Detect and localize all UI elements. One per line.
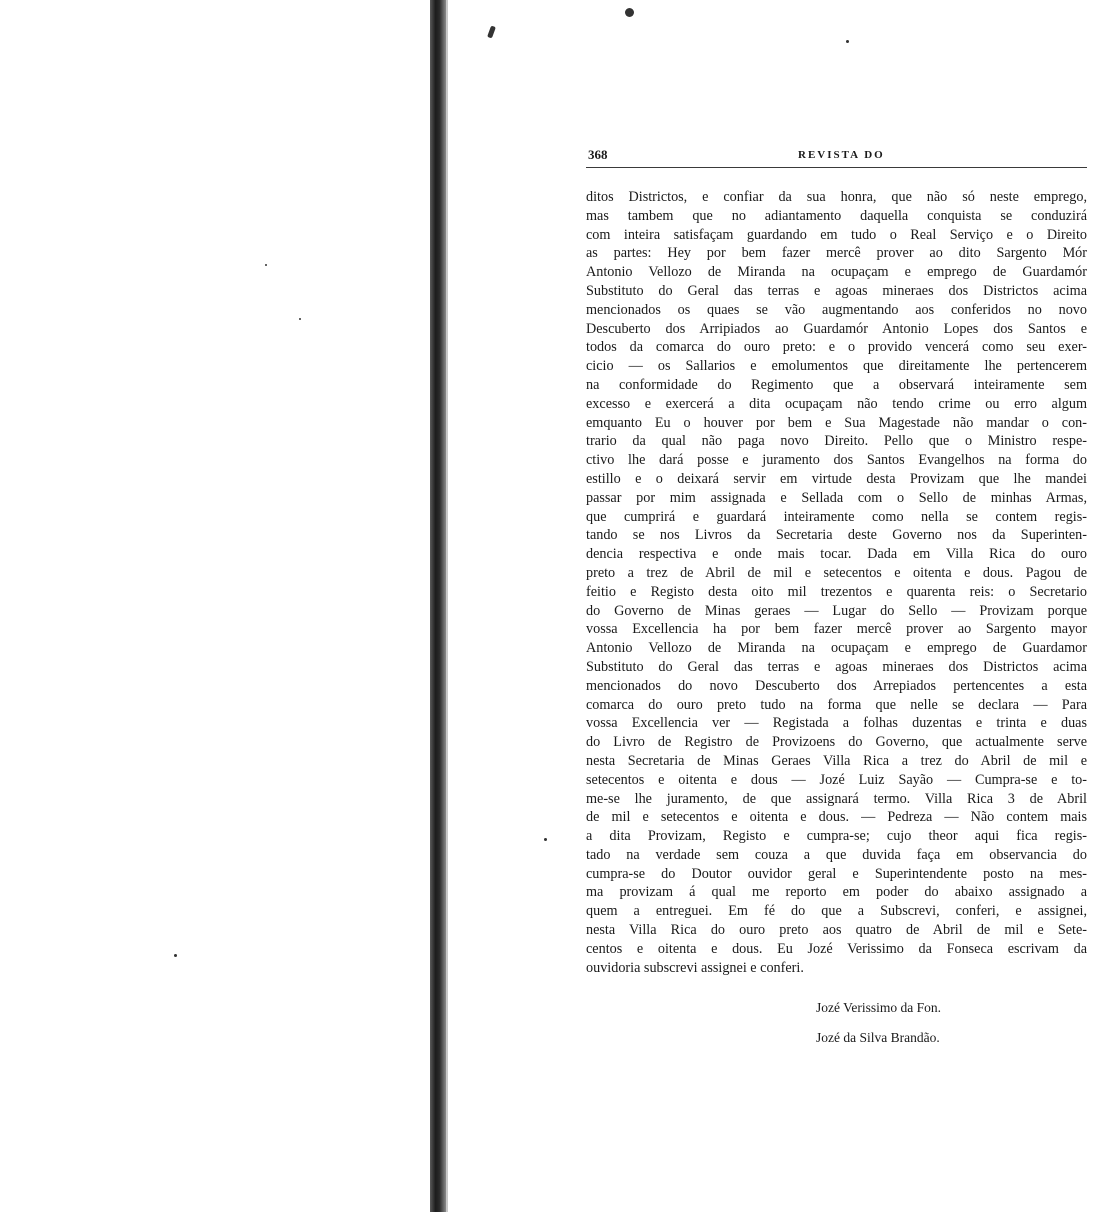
body-line: nesta Villa Rica do ouro preto aos quatro de Abril de mil e Sete- bbox=[586, 922, 1087, 939]
scan-speck bbox=[174, 954, 177, 957]
book-page bbox=[586, 145, 1087, 1053]
body-line: Antonio Vellozo de Miranda na ocupaçam e emprego de Guardamór bbox=[586, 264, 1087, 281]
body-line: as partes: Hey por bem fazer mercê prover ao dito Sargento Mór bbox=[586, 245, 1087, 262]
body-line: mencionados os quaes se vão augmentando aos conferidos no novo bbox=[586, 301, 1087, 318]
body-line: com inteira satisfaçam guardando em tudo o Real Serviço e o Direito bbox=[586, 226, 1087, 243]
running-head bbox=[586, 145, 1087, 168]
body-line: setecentos e oitenta e dous — Jozé Luiz Sayão — Cumpra-se e to- bbox=[586, 771, 1087, 788]
body-line: excesso e exercerá a dita ocupaçam não tendo crime ou erro algum bbox=[586, 395, 1087, 412]
scan-speck bbox=[487, 26, 496, 39]
body-line: trario da qual não paga novo Direito. Pello que o Ministro respe- bbox=[586, 433, 1087, 450]
body-line: quem a entreguei. Em fé do que a Subscrevi, conferi, e assignei, bbox=[586, 903, 1087, 920]
body-line: ctivo lhe dará posse e juramento dos Santos Evangelhos na forma do bbox=[586, 452, 1087, 469]
body-line: comarca do ouro preto tudo na forma que nelle se declara — Para bbox=[586, 696, 1087, 713]
body-line: emquanto Eu o houver por bem e Sua Magestade não mandar o con- bbox=[586, 414, 1087, 431]
running-title: REVISTA DO bbox=[798, 149, 885, 161]
body-line: centos e oitenta e dous. Eu Jozé Verissimo da Fonseca escrivam da bbox=[586, 940, 1087, 957]
scan-speck bbox=[544, 838, 547, 841]
body-line: ma provizam á qual me reporto em poder do abaixo assignado a bbox=[586, 884, 1087, 901]
body-line: passar por mim assignada e Sellada com o Sello de minhas Armas, bbox=[586, 489, 1087, 506]
body-line: tando se nos Livros da Secretaria deste Governo nos da Superinten- bbox=[586, 527, 1087, 544]
body-line: do Governo de Minas geraes — Lugar do Sello — Provizam porque bbox=[586, 602, 1087, 619]
body-line: ouvidoria subscrevi assignei e conferi. bbox=[586, 959, 804, 976]
body-line: preto a trez de Abril de mil e setecentos e oitenta e dous. Pagou de bbox=[586, 564, 1087, 581]
scan-speck bbox=[265, 264, 267, 266]
body-line: vossa Excellencia ha por bem fazer mercê prover ao Sargento mayor bbox=[586, 621, 1087, 638]
body-line: dencia respectiva e onde mais tocar. Dada em Villa Rica do ouro bbox=[586, 546, 1087, 563]
body-line: Substituto do Geral das terras e agoas mineraes dos Districtos acima bbox=[586, 282, 1087, 299]
body-line: mas tambem que no adiantamento daquella conquista se conduzirá bbox=[586, 207, 1087, 224]
body-line: na conformidade do Regimento que a observará inteiramente sem bbox=[586, 376, 1087, 393]
page-number: 368 bbox=[588, 147, 608, 162]
scan-speck bbox=[846, 40, 849, 43]
body-line: feitio e Registo desta oito mil trezentos e quarenta reis: o Secretario bbox=[586, 583, 1087, 600]
body-line: ditos Districtos, e confiar da sua honra, que não só neste emprego, bbox=[586, 189, 1087, 205]
body-text bbox=[586, 188, 1087, 977]
body-line: tado na verdade sem couza a que duvida faça em observancia do bbox=[586, 846, 1087, 863]
body-line: Substituto do Geral das terras e agoas mineraes dos Districtos acima bbox=[586, 658, 1087, 675]
body-line: que cumprirá e guardará inteiramente como nella se contem regis- bbox=[586, 508, 1087, 525]
body-line: nesta Secretaria de Minas Geraes Villa Rica a trez do Abril de mil e bbox=[586, 752, 1087, 769]
scan-speck bbox=[625, 8, 634, 17]
body-line: vossa Excellencia ver — Registada a folhas duzentas e trinta e duas bbox=[586, 715, 1087, 732]
body-line: cicio — os Sallarios e emolumentos que direitamente lhe pertencerem bbox=[586, 358, 1087, 375]
signature-brandao: Jozé da Silva Brandão. bbox=[816, 1030, 940, 1046]
body-line: me-se lhe juramento, de que assignará termo. Villa Rica 3 de Abril bbox=[586, 790, 1087, 807]
signature-verissimo: Jozé Verissimo da Fon. bbox=[816, 1000, 941, 1016]
body-line: de mil e setecentos e oitenta e dous. — Pedreza — Não contem mais bbox=[586, 809, 1087, 826]
body-line: a dita Provizam, Registo e cumpra-se; cujo theor aqui fica regis- bbox=[586, 828, 1087, 845]
body-line: estillo e o deixará servir em virtude desta Provizam que lhe mandei bbox=[586, 470, 1087, 487]
signature-block bbox=[586, 993, 1087, 1053]
body-line: Antonio Vellozo de Miranda na ocupaçam e emprego de Guardamor bbox=[586, 640, 1087, 657]
scan-speck bbox=[299, 318, 301, 320]
body-line: Descuberto dos Arripiados ao Guardamór Antonio Lopes dos Santos e bbox=[586, 320, 1087, 337]
body-line: cumpra-se do Doutor ouvidor geral e Superintendente posto na mes- bbox=[586, 865, 1087, 882]
gutter-edge bbox=[446, 0, 448, 1212]
body-line: do Livro de Registro de Provizoens do Governo, que actualmente serve bbox=[586, 734, 1087, 751]
body-line: todos da comarca do ouro preto: e o provido vencerá como seu exer- bbox=[586, 339, 1087, 356]
book-gutter bbox=[430, 0, 446, 1212]
body-line: mencionados do novo Descuberto dos Arrepiados pertencentes a esta bbox=[586, 677, 1087, 694]
